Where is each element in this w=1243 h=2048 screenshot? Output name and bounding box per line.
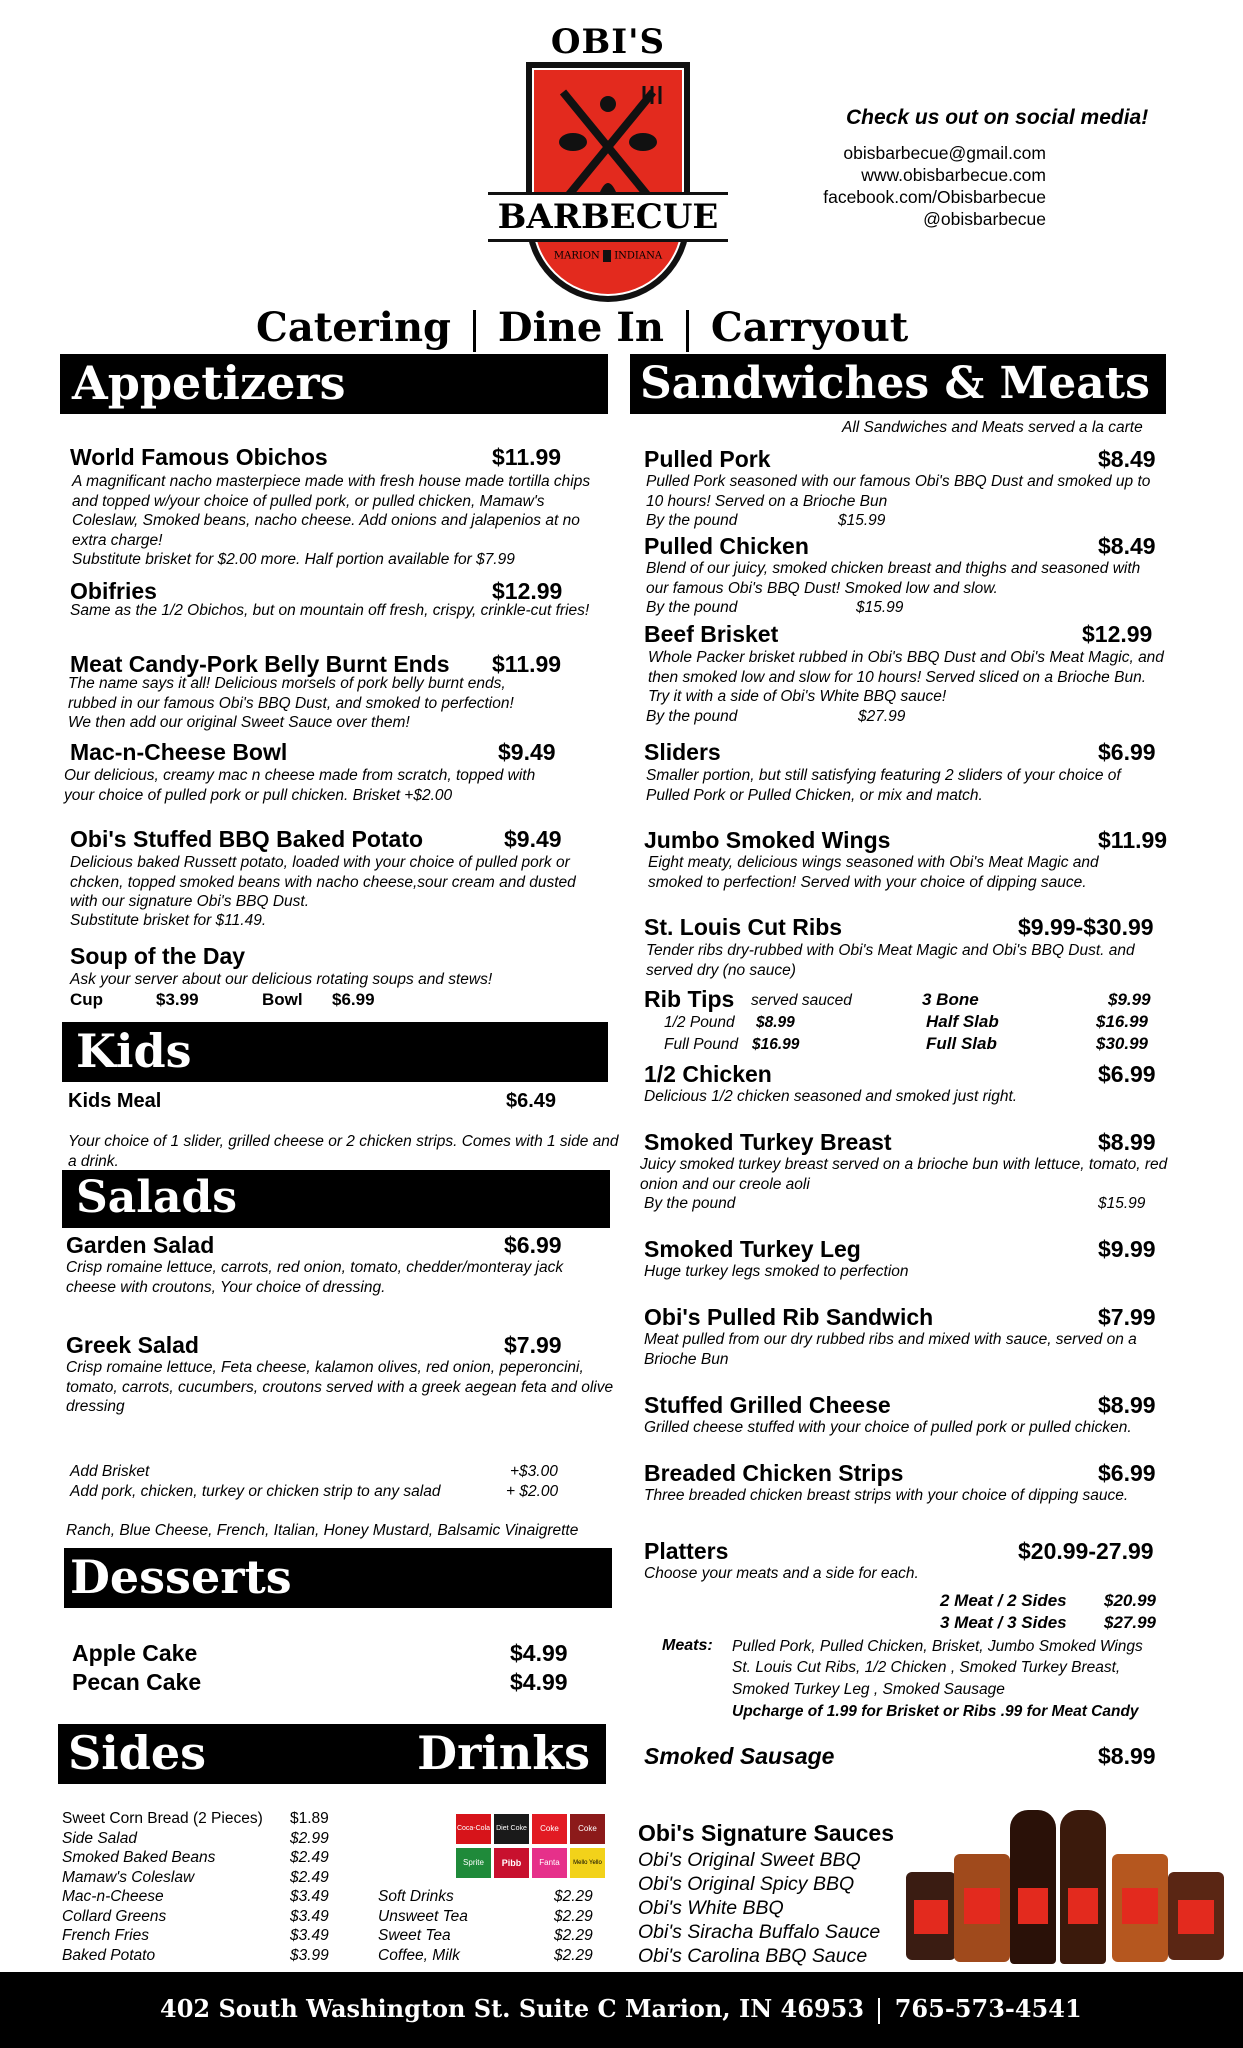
item-price: $12.99: [1082, 621, 1153, 647]
sauce-jar-icon: [1168, 1872, 1224, 1960]
pound-price: $15.99: [1098, 1195, 1146, 1212]
item-price: $6.99: [1098, 739, 1156, 765]
item-name: Kids Meal: [68, 1090, 162, 1112]
sides-drinks-header: [58, 1724, 606, 1784]
item-desc: Crisp romaine lettuce, Feta cheese, kalamon olives, red onion, peperoncini, tomato, carrots, cucumbers, croutons served with a greek aegean feta and olive dressing: [66, 1359, 614, 1415]
platter-meats-line1: Pulled Pork, Pulled Chicken, Brisket, Jumbo Smoked Wings: [732, 1638, 1143, 1655]
item-desc: Juicy smoked turkey breast served on a brioche bun with lettuce, tomato, red onion and our creole aoli: [640, 1156, 1168, 1193]
soda-can-icon: Coca-Cola: [456, 1814, 491, 1844]
item-name: Stuffed Grilled Cheese: [644, 1392, 891, 1418]
side-price: $3.49: [290, 1927, 329, 1944]
drink-price: $2.29: [554, 1888, 593, 1905]
item-desc: Choose your meats and a side for each.: [644, 1565, 919, 1582]
item-name: Pulled Pork: [644, 446, 771, 472]
sauce-bottle-icon: [1010, 1810, 1056, 1964]
soup-bowl-label: Bowl: [262, 990, 303, 1009]
salads-title: Salads: [76, 1172, 238, 1223]
side-name: Side Salad: [62, 1830, 137, 1847]
platter-meats-line3: Smoked Turkey Leg , Smoked Sausage: [732, 1681, 1005, 1698]
item-desc: Smaller portion, but still satisfying featuring 2 sliders of your choice of Pulled Pork or Pulled Chicken, or mix and match.: [646, 767, 1121, 804]
item-price: $7.99: [504, 1332, 562, 1358]
appetizers-header: [60, 354, 608, 414]
logo-top-text: OBI'S: [550, 22, 666, 62]
item-price: $11.99: [1098, 827, 1168, 853]
sauce-jar-icon: [1112, 1854, 1168, 1962]
drink-name: Soft Drinks: [378, 1888, 454, 1905]
appetizers-title: Appetizers: [72, 356, 346, 410]
item-price: $6.99: [1098, 1061, 1156, 1087]
drinks-title: Drinks: [417, 1726, 590, 1780]
soup-cup-label: Cup: [70, 990, 104, 1009]
item-name: St. Louis Cut Ribs: [644, 914, 843, 940]
item-name: Meat Candy-Pork Belly Burnt Ends: [70, 651, 450, 677]
item-desc: Delicious 1/2 chicken seasoned and smoked just right.: [644, 1088, 1018, 1105]
drink-price: $2.29: [554, 1927, 593, 1944]
side-price: $3.49: [290, 1908, 329, 1925]
side-price: $2.99: [290, 1830, 329, 1847]
addon-price: +$3.00: [510, 1463, 558, 1480]
service-divider: [686, 310, 689, 352]
social-handle[interactable]: @obisbarbecue: [923, 209, 1046, 229]
footer-divider: [878, 1998, 880, 2024]
platter-upcharge: Upcharge of 1.99 for Brisket or Ribs .99 for Meat Candy: [732, 1703, 1139, 1720]
item-name: World Famous Obichos: [70, 444, 328, 470]
salad-dressings: Ranch, Blue Cheese, French, Italian, Honey Mustard, Balsamic Vinaigrette: [66, 1522, 579, 1539]
sauce-bottle-icon: [1060, 1810, 1106, 1964]
item-name: Apple Cake: [72, 1640, 198, 1666]
platter-meats-label: Meats:: [662, 1637, 713, 1654]
side-item: [62, 1810, 263, 1828]
ribs-half-slab-label: Half Slab: [926, 1012, 999, 1031]
rib-tips-half-label: 1/2 Pound: [664, 1014, 735, 1031]
side-price: $1.89: [290, 1810, 329, 1827]
soup-bowl-price: $6.99: [332, 990, 375, 1009]
item-desc: Meat pulled from our dry rubbed ribs and mixed with sauce, served on a Brioche Bun: [644, 1331, 1137, 1368]
item-price: $8.49: [1098, 446, 1156, 472]
rib-tips-full-label: Full Pound: [664, 1036, 739, 1053]
pound-price: $15.99: [838, 512, 886, 529]
sauces-title: Obi's Signature Sauces: [638, 1820, 894, 1846]
sauce-jar-icon: [906, 1872, 956, 1960]
item-name: Rib Tips: [644, 986, 735, 1012]
side-name: Sweet Corn Bread (2 Pieces): [62, 1810, 263, 1827]
sandwiches-subtitle: All Sandwiches and Meats served a la carte: [842, 419, 1143, 436]
sandwiches-header: [630, 354, 1166, 414]
item-price: $8.99: [1098, 1129, 1156, 1155]
item-price: $6.99: [504, 1232, 562, 1258]
item-desc: The name says it all! Delicious morsels of pork belly burnt ends, rubbed in our famous Obi's BBQ Dust, and smoked to perfection! We then add our original Sweet Sauce over them!: [68, 675, 514, 731]
item-name: Smoked Sausage: [644, 1743, 835, 1769]
addon-label: Add Brisket: [70, 1463, 150, 1480]
platter-two-label: 2 Meat / 2 Sides: [940, 1591, 1067, 1610]
sauce-jar-icon: [954, 1854, 1010, 1962]
sauces-list: [638, 1848, 880, 1968]
soda-can-icon: Pibb: [494, 1848, 529, 1878]
item-price: $4.99: [510, 1669, 568, 1695]
pound-label: By the pound: [644, 1195, 736, 1212]
item-price: $9.49: [498, 739, 556, 765]
service-carryout: Carryout: [710, 304, 909, 351]
item-name: Obi's Stuffed BBQ Baked Potato: [70, 826, 424, 852]
item-desc: Eight meaty, delicious wings seasoned with Obi's Meat Magic and smoked to perfection! Served with your choice of dipping sauce.: [648, 854, 1099, 891]
indiana-shape-icon: [603, 250, 611, 262]
soup-cup-price: $3.99: [156, 990, 199, 1009]
soda-can-icon: Mello Yello: [570, 1848, 605, 1878]
sandwiches-title: Sandwiches & Meats: [640, 358, 1150, 409]
item-desc: Same as the 1/2 Obichos, but on mountain off fresh, crispy, crinkle-cut fries!: [70, 602, 590, 619]
service-dine-in: Dine In: [497, 304, 665, 351]
social-facebook[interactable]: facebook.com/Obisbarbecue: [823, 187, 1046, 207]
services-line: [256, 304, 908, 352]
logo-shield: [526, 62, 690, 302]
addon-price: + $2.00: [506, 1483, 559, 1500]
sauce-item: Obi's Carolina BBQ Sauce: [638, 1945, 868, 1967]
platter-three-label: 3 Meat / 3 Sides: [940, 1613, 1067, 1632]
side-name: Smoked Baked Beans: [62, 1849, 216, 1866]
footer-phone[interactable]: 765-573-4541: [894, 1994, 1082, 2023]
pound-price: $27.99: [858, 708, 906, 725]
service-catering: Catering: [256, 304, 451, 351]
item-price: $9.99-$30.99: [1018, 914, 1154, 940]
logo-banner: [488, 192, 728, 242]
item-desc: A magnificant nacho masterpiece made with fresh house made tortilla chips and topped w/your choice of pulled pork, or pulled chicken, Mamaw's Coleslaw, Smoked beans, nacho cheese. Add onions and jalapenios at no extra charge!: [72, 473, 591, 549]
kids-header: [62, 1022, 608, 1082]
side-price: $2.49: [290, 1849, 329, 1866]
side-price: $3.99: [290, 1947, 329, 1964]
pound-price: $15.99: [856, 599, 904, 616]
soda-can-icon: Sprite: [456, 1848, 491, 1878]
item-name: Smoked Turkey Leg: [644, 1236, 861, 1262]
soda-can-icon: Coke: [532, 1814, 567, 1844]
item-name: Obi's Pulled Rib Sandwich: [644, 1304, 934, 1330]
item-note: Substitute brisket for $2.00 more. Half portion available for $7.99: [72, 551, 515, 568]
sauce-item: Obi's Original Spicy BBQ: [638, 1873, 855, 1895]
rib-tips-full-price: $16.99: [752, 1036, 800, 1053]
item-desc: Delicious baked Russett potato, loaded with your choice of pulled pork or chcken, topped smoked beans with nacho cheese,sour cream and dusted with our signature Obi's BBQ Dust.: [70, 854, 576, 910]
item-name: Jumbo Smoked Wings: [644, 827, 891, 853]
pound-label: By the pound: [646, 512, 738, 529]
item-name: Breaded Chicken Strips: [644, 1460, 904, 1486]
item-price: $11.99: [492, 444, 562, 470]
social-heading: Check us out on social media!: [846, 106, 1149, 129]
side-name: Mamaw's Coleslaw: [62, 1869, 195, 1886]
item-price: $11.99: [492, 651, 562, 677]
addon-label: Add pork, chicken, turkey or chicken strip to any salad: [70, 1483, 441, 1500]
item-desc: Grilled cheese stuffed with your choice of pulled pork or pulled chicken.: [644, 1419, 1132, 1436]
platter-two-price: $20.99: [1104, 1591, 1156, 1610]
sauce-item: Obi's Siracha Buffalo Sauce: [638, 1921, 881, 1943]
item-name: Beef Brisket: [644, 621, 779, 647]
item-desc: Tender ribs dry-rubbed with Obi's Meat Magic and Obi's BBQ Dust. and served dry (no sauce): [646, 942, 1135, 979]
sauce-item: Obi's White BBQ: [638, 1897, 784, 1919]
drink-name: Sweet Tea: [378, 1927, 451, 1944]
item-price: $4.99: [510, 1640, 568, 1666]
item-name: Pecan Cake: [72, 1669, 202, 1695]
rib-tips-half-price: $8.99: [756, 1014, 795, 1031]
soda-logos: [456, 1814, 606, 1880]
item-name: Sliders: [644, 739, 721, 765]
rib-tips-note: served sauced: [751, 992, 852, 1009]
item-price: $7.99: [1098, 1304, 1156, 1330]
item-desc: Blend of our juicy, smoked chicken breast and thighs and seasoned with our famous Obi's BBQ Dust! Smoked low and slow.: [646, 560, 1141, 597]
ribs-3bone-price: $9.99: [1108, 990, 1151, 1009]
platter-meats-line2: St. Louis Cut Ribs, 1/2 Chicken , Smoked Turkey Breast,: [732, 1659, 1121, 1676]
logo-state: INDIANA: [614, 250, 663, 262]
footer-address: 402 South Washington St. Suite C Marion, IN 46953: [160, 1994, 865, 2023]
item-name: Garden Salad: [66, 1232, 215, 1258]
drink-name: Unsweet Tea: [378, 1908, 468, 1925]
item-desc: Crisp romaine lettuce, carrots, red onion, tomato, chedder/monteray jack cheese with croutons, Your choice of dressing.: [66, 1259, 564, 1296]
sauce-item: Obi's Original Sweet BBQ: [638, 1849, 861, 1871]
item-name: 1/2 Chicken: [644, 1061, 772, 1087]
item-price: $9.99: [1098, 1236, 1156, 1262]
item-name: Platters: [644, 1538, 729, 1564]
drink-price: $2.29: [554, 1908, 593, 1925]
item-note: Substitute brisket for $11.49.: [70, 912, 267, 929]
item-name: Mac-n-Cheese Bowl: [70, 739, 288, 765]
drink-name: Coffee, Milk: [378, 1947, 460, 1964]
side-price: $3.49: [290, 1888, 329, 1905]
item-name: Greek Salad: [66, 1332, 199, 1358]
item-name: Obifries: [70, 578, 157, 604]
item-desc: Our delicious, creamy mac n cheese made from scratch, topped with your choice of pulled pork or pull chicken. Brisket +$2.00: [64, 767, 536, 804]
logo-city: MARION: [553, 250, 600, 262]
side-name: Collard Greens: [62, 1908, 167, 1925]
side-name: French Fries: [62, 1927, 149, 1944]
drink-price: $2.29: [554, 1947, 593, 1964]
soda-can-icon: Fanta: [532, 1848, 567, 1878]
item-price: $6.99: [1098, 1460, 1156, 1486]
item-price: $20.99-27.99: [1018, 1538, 1154, 1564]
desserts-header: [64, 1548, 612, 1608]
item-price: $12.99: [492, 578, 563, 604]
side-price: $2.49: [290, 1869, 329, 1886]
item-name: Smoked Turkey Breast: [644, 1129, 892, 1155]
kids-title: Kids: [76, 1024, 192, 1078]
ribs-half-slab-price: $16.99: [1096, 1012, 1148, 1031]
item-desc: Pulled Pork seasoned with our famous Obi's BBQ Dust and smoked up to 10 hours! Served on a Brioche Bun: [646, 473, 1151, 510]
pound-label: By the pound: [646, 708, 738, 725]
item-desc: Ask your server about our delicious rotating soups and stews!: [70, 971, 493, 988]
item-price: $8.99: [1098, 1743, 1156, 1769]
item-price: $8.99: [1098, 1392, 1156, 1418]
item-price: $8.49: [1098, 533, 1156, 559]
salads-header: [62, 1170, 610, 1228]
item-name: Pulled Chicken: [644, 533, 809, 559]
side-name: Baked Potato: [62, 1947, 156, 1964]
soda-can-icon: Diet Coke: [494, 1814, 529, 1844]
desserts-title: Desserts: [70, 1550, 292, 1604]
item-desc: Whole Packer brisket rubbed in Obi's BBQ Dust and Obi's Meat Magic, and then smoked low and slow for 10 hours! Served sliced on a Brioche Bun. Try it with a side of Obi's White BBQ sauce!: [648, 649, 1164, 705]
social-website[interactable]: www.obisbarbecue.com: [861, 165, 1046, 185]
sauce-bottles-photo: [906, 1808, 1228, 1968]
item-desc: Three breaded chicken breast strips with your choice of dipping sauce.: [644, 1487, 1129, 1504]
ribs-full-slab-label: Full Slab: [926, 1034, 997, 1053]
platter-three-price: $27.99: [1104, 1613, 1156, 1632]
sides-title: Sides: [68, 1726, 207, 1780]
service-divider: [473, 310, 476, 352]
footer-bar: [0, 1972, 1243, 2048]
item-desc: Your choice of 1 slider, grilled cheese or 2 chicken strips. Comes with 1 side and a drink.: [68, 1133, 619, 1170]
ribs-full-slab-price: $30.99: [1096, 1034, 1148, 1053]
social-email[interactable]: obisbarbecue@gmail.com: [843, 143, 1046, 163]
logo: [488, 22, 728, 304]
logo-bottom-text: BARBECUE: [497, 197, 719, 237]
pound-label: By the pound: [646, 599, 738, 616]
item-desc: Huge turkey legs smoked to perfection: [644, 1263, 909, 1280]
ribs-3bone-label: 3 Bone: [922, 990, 979, 1009]
item-price: $6.49: [506, 1090, 557, 1112]
item-name: Soup of the Day: [70, 943, 246, 969]
side-name: Mac-n-Cheese: [62, 1888, 164, 1905]
soda-can-icon: Coke: [570, 1814, 605, 1844]
item-price: $9.49: [504, 826, 562, 852]
